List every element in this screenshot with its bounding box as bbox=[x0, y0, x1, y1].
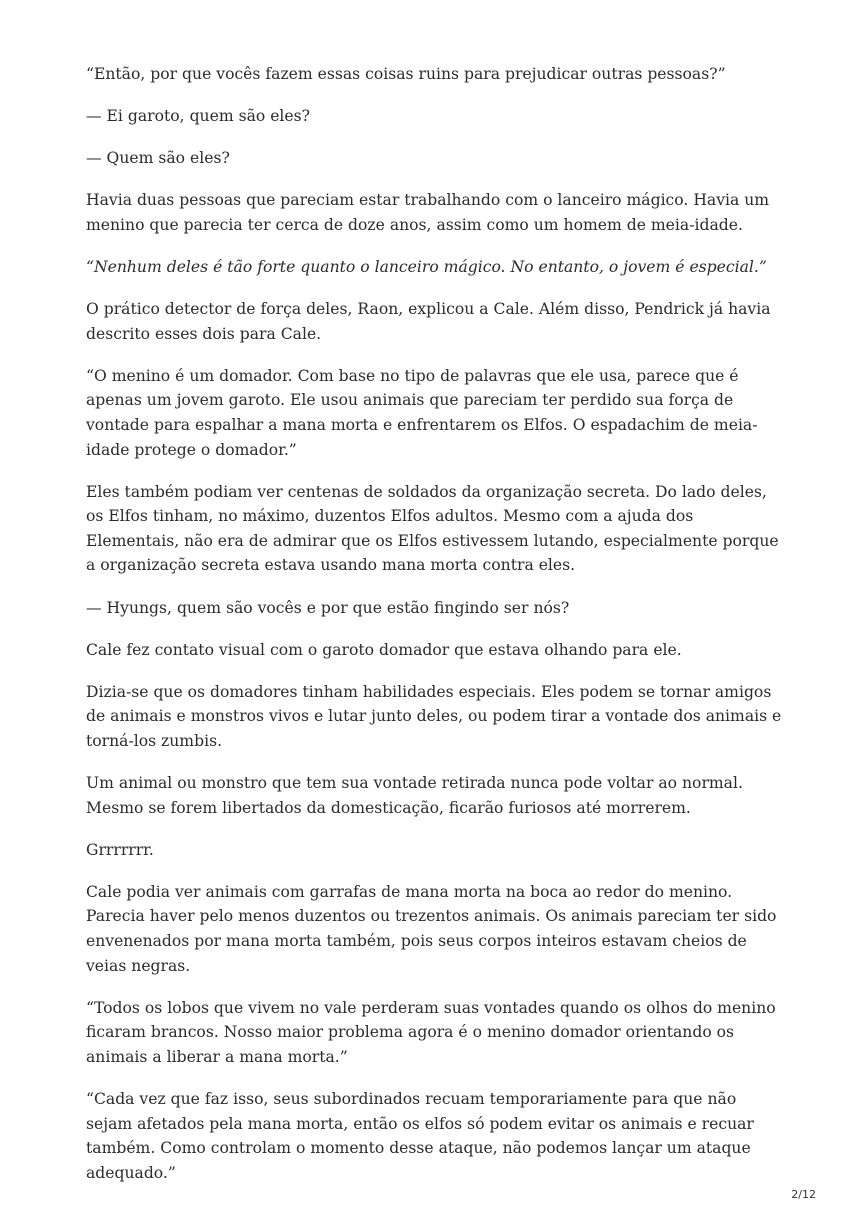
paragraph-italic-quote: “Nenhum deles é tão forte quanto o lanceiro mágico. No entanto, o jovem é especial.” bbox=[86, 257, 767, 276]
paragraph: — Hyungs, quem são vocês e por que estão fingindo ser nós? bbox=[86, 598, 570, 617]
paragraph: “Então, por que vocês fazem essas coisas ruins para prejudicar outras pessoas?” bbox=[86, 65, 726, 83]
paragraph: Havia duas pessoas que pareciam estar trabalhando com o lanceiro mágico. Havia um menino que parecia ter cerca de doze anos, assim como um homem de meia-idade. bbox=[86, 191, 770, 234]
paragraph: O prático detector de força deles, Raon, explicou a Cale. Além disso, Pendrick já havia descrito esses dois para Cale. bbox=[86, 300, 771, 343]
page-number: 2/12 bbox=[791, 1188, 816, 1201]
paragraph: Cale podia ver animais com garrafas de mana morta na boca ao redor do menino. Parecia haver pelo menos duzentos ou trezentos animais. Os animais pareciam ter sido envenenados por mana morta também, pois seus corpos inteiros estavam cheios de veias negras. bbox=[86, 882, 777, 975]
paragraph: Grrrrrrr. bbox=[86, 840, 154, 859]
paragraph: Eles também podiam ver centenas de soldados da organização secreta. Do lado deles, os Elfos tinham, no máximo, duzentos Elfos adultos. Mesmo com a ajuda dos Elementais, não era de admirar que os Elfos estivessem lutando, especialmente porque a organização secreta estava usando mana morta contra eles. bbox=[86, 482, 779, 575]
paragraph: — Ei garoto, quem são eles? bbox=[86, 107, 311, 126]
paragraph: — Quem são eles? bbox=[86, 149, 230, 168]
paragraph: Cale fez contato visual com o garoto domador que estava olhando para ele. bbox=[86, 640, 682, 659]
paragraph: “O menino é um domador. Com base no tipo de palavras que ele usa, parece que é apenas um jovem garoto. Ele usou animais que pareciam ter perdido sua força de vontade para espalhar a mana morta e enfrentarem os Elfos. O espadachim de meia-idade protege o domador.” bbox=[86, 366, 758, 459]
paragraph: Um animal ou monstro que tem sua vontade retirada nunca pode voltar ao normal. Mesmo se forem libertados da domesticação, ficarão furiosos até morrerem. bbox=[86, 773, 743, 817]
paragraph: “Todos os lobos que vivem no vale perderam suas vontades quando os olhos do menino ficaram brancos. Nosso maior problema agora é o menino domador orientando os animais a liberar a mana morta.” bbox=[86, 998, 776, 1066]
paragraph: Dizia-se que os domadores tinham habilidades especiais. Eles podem se tornar amigos de animais e monstros vivos e lutar junto deles, ou podem tirar a vontade dos animais e torná-los zumbis. bbox=[86, 682, 782, 750]
document-body bbox=[86, 62, 786, 1203]
paragraph: “Cada vez que faz isso, seus subordinados recuam temporariamente para que não sejam afetados pela mana morta, então os elfos só podem evitar os animais e recuar também. Como controlam o momento desse ataque, não podemos lançar um ataque adequado.” bbox=[86, 1089, 754, 1182]
